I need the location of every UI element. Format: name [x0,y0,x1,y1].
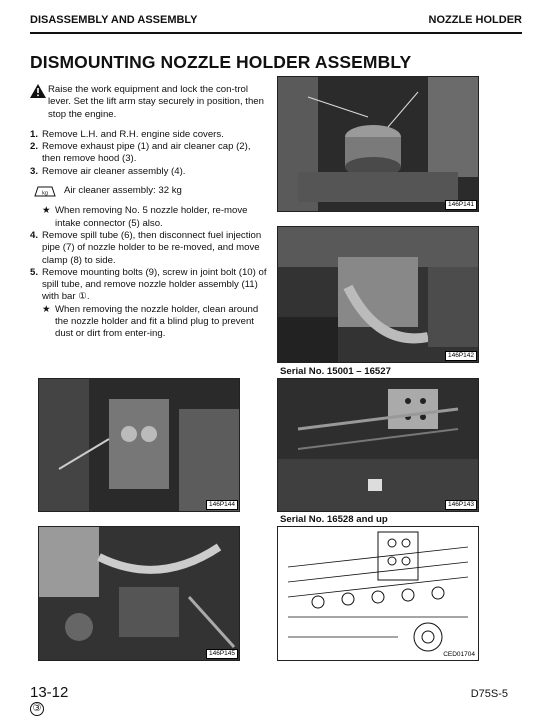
drawing-code: CED01704 [443,651,475,658]
step-item [30,267,270,304]
header-rule [30,32,522,34]
model-number: D75S-5 [470,688,508,700]
step-number: 1. [30,128,39,140]
photo-code: 146P141 [445,200,477,210]
star-icon: ★ [42,303,51,315]
weight-text: Air cleaner assembly: 32 kg [64,185,182,197]
note-text: When removing the nozzle holder, clean around the nozzle holder and fit a blind plug to prevent dust or dirt from enter-ing. [55,303,259,340]
note-item [30,205,270,230]
warning-block [30,84,270,121]
step-item [30,129,270,141]
photo-nozzle-holder-side [38,378,240,512]
photo-code: 146P142 [445,351,477,361]
warning-icon [30,84,46,98]
page-title: DISMOUNTING NOZZLE HOLDER ASSEMBLY [30,52,412,72]
photo-air-cleaner-removed [277,226,479,363]
step-number: 3. [30,165,39,177]
step-text: Remove exhaust pipe (1) and air cleaner cap (2), then remove hood (3). [42,141,251,165]
photo-nozzle-holder-early [277,378,479,512]
header-section: DISASSEMBLY AND ASSEMBLY [30,14,198,26]
weight-icon [34,185,56,197]
drawing-nozzle-holder [277,526,479,661]
step-item [30,141,270,166]
step-text: Remove mounting bolts (9), screw in joint bolt (10) of spill tube, and remove nozzle holder assembly (11) with bar ①. [42,266,267,303]
serial-caption-2: Serial No. 16528 and up [280,514,388,525]
photo-code: 146P144 [206,500,238,510]
step-text: Remove air cleaner assembly (4). [42,165,186,177]
page-number: 13-12 [30,684,69,701]
weight-icon-label: kg [42,190,48,197]
step-number: 2. [30,141,39,153]
serial-caption-1: Serial No. 15001 – 16527 [280,366,391,377]
step-item [30,166,270,178]
photo-code: 146P143 [445,500,477,510]
header-topic: NOZZLE HOLDER [428,14,522,26]
note-text: When removing No. 5 nozzle holder, re-move intake connector (5) also. [55,205,248,229]
weight-note [30,185,270,197]
step-number: 5. [30,266,39,278]
photo-exhaust-air-cleaner [277,76,479,212]
page-header [30,14,522,30]
star-icon: ★ [42,205,51,217]
note-item [30,304,270,341]
warning-text: Raise the work equipment and lock the con-trol lever. Set the lift arm stay securely in position, then stop the engine. [48,84,264,120]
photo-code: 146P145 [206,649,238,659]
step-number: 4. [30,229,39,241]
step-text: Remove spill tube (6), then disconnect fuel injection pipe (7) of nozzle holder to be re-moved, and move clamp (8) to side. [42,229,262,266]
step-text: Remove L.H. and R.H. engine side covers. [42,128,224,140]
photo-nozzle-holder-bar [38,526,240,661]
step-item [30,230,270,267]
revision-mark: ③ [30,702,44,716]
instructions [30,84,270,341]
